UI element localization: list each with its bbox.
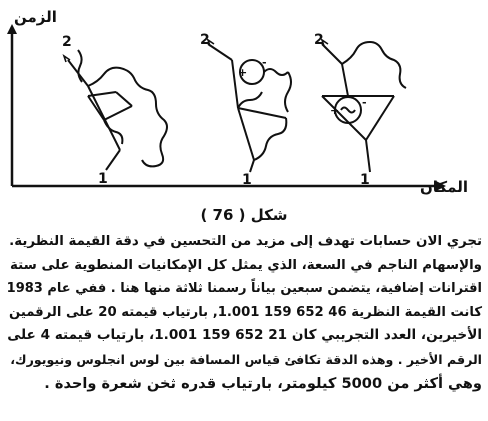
- paragraph-line-7: وهي أكثر من 5000 كيلومتر، بارتياب قدره ثخن شعرة واحدة .: [44, 374, 482, 392]
- diagram-1-inner-line-b: [116, 92, 132, 106]
- diagram-1-photon-wiggle: [78, 50, 167, 166]
- diagram-2-photon-d: [254, 118, 286, 160]
- diagram-2-electron-right: [238, 108, 286, 118]
- diagram-3-minus-sign: -: [362, 96, 367, 109]
- x-axis-label: المكان: [420, 178, 468, 196]
- diagram-2-plus-sign: +: [238, 66, 248, 79]
- paragraph-line-4: كانت القيمة النظرية 46 652 159 1.001, بارتياب قيمته 20 على الرقمين: [8, 304, 482, 320]
- diagram-2-electron-down: [238, 108, 254, 160]
- paragraph-line-2: والإسهام الناجم في السعة، الذي يمثل كل الإمكانيات المنطوية على ستة: [10, 257, 482, 273]
- paragraph-line-1: تجري الان حسابات تهدف إلى مزيد من التحسين في دقة القيمة النظرية.: [9, 234, 482, 249]
- diagram-3-electron-out: [366, 140, 370, 172]
- diagram-2-photon-a: [264, 69, 288, 75]
- diagram-1-inner-line-c: [104, 106, 132, 120]
- figure-caption: شكل ( 76 ): [200, 206, 288, 224]
- paragraph-line-3: اقترانات إضافية، يتضمن سبعين بياناً رسمنا ثلاثة منها هنا . ففي عام 1983: [6, 281, 482, 297]
- diagram-1: [64, 50, 167, 170]
- diagram-3-photon-a: [342, 42, 406, 88]
- figure-svg: [0, 0, 488, 205]
- diagram-2-photon-c: [238, 92, 262, 108]
- diagram-2-electron-out: [250, 160, 254, 172]
- diagram-1-photon-inner: [104, 120, 122, 144]
- diagram-1-electron-out-line: [106, 150, 120, 170]
- diagram-1-bottom-label: 1: [98, 171, 108, 187]
- diagram-2: [208, 40, 291, 172]
- diagram-2-electron-in-line: [208, 44, 232, 60]
- diagram-1-inner-line-d: [88, 96, 104, 120]
- diagram-2-top-label: 2: [200, 32, 210, 48]
- paragraph-line-6: الرقم الأخير . وهذه الدقة تكافئ قياس المسافة بين لوس انجلوس ونيويورك،: [10, 351, 482, 367]
- body-paragraph: [6, 230, 482, 395]
- y-axis-label: الزمن: [14, 8, 57, 26]
- diagram-2-bottom-label: 1: [242, 172, 252, 188]
- feynman-diagrams-figure: [0, 0, 488, 205]
- diagram-3-photon-inner: [341, 108, 355, 113]
- diagram-3-electron-in-line: [322, 44, 342, 64]
- diagram-3-electron-upper: [342, 64, 348, 96]
- diagram-3-bottom-label: 1: [360, 172, 370, 188]
- diagram-2-photon-b: [285, 72, 291, 112]
- diagram-1-top-label: 2: [62, 34, 72, 50]
- diagram-3-triangle-right: [366, 96, 394, 140]
- diagram-2-minus-sign: -: [262, 56, 267, 69]
- diagram-3-top-label: 2: [314, 32, 324, 48]
- diagram-3-plus-sign: +: [330, 104, 340, 117]
- paragraph-line-5: الأخيرين، العدد التجريبي كان 21 652 159 1.001، بارتياب قيمته 4 على: [7, 327, 482, 344]
